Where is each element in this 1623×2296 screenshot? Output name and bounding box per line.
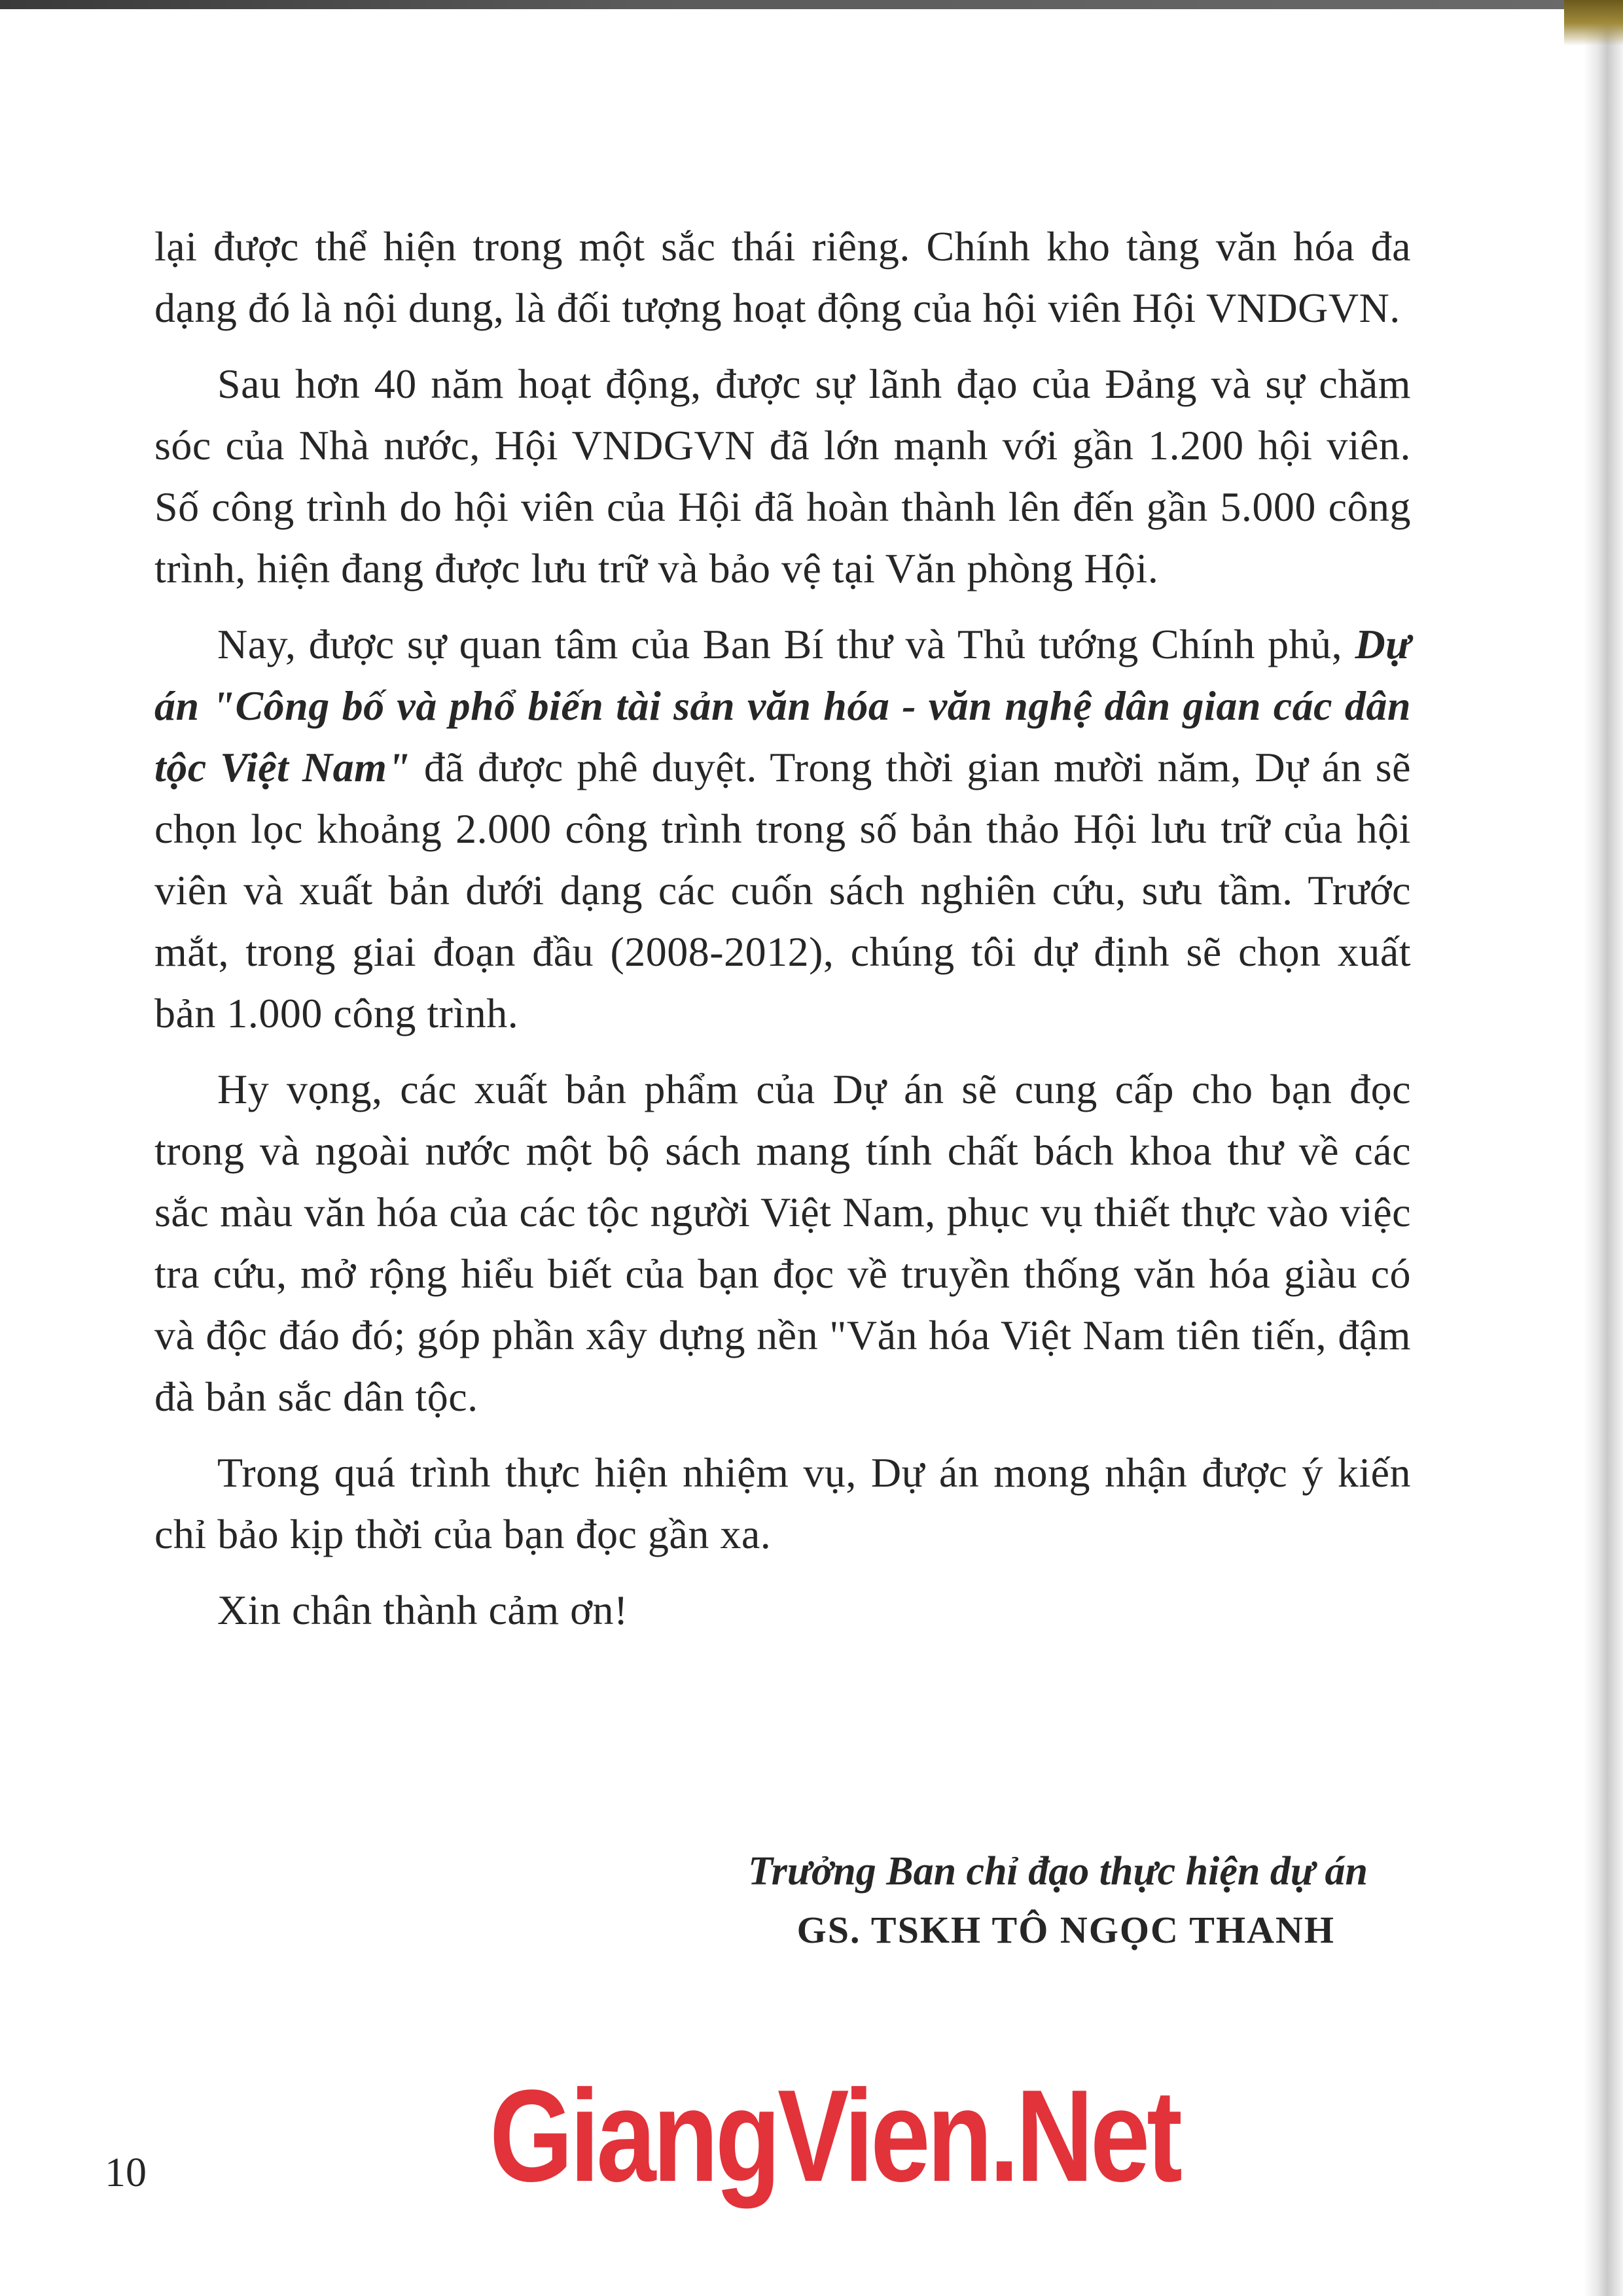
- paragraph-project-details: đã được phê duyệt. Trong thời gian mười năm, Dự án sẽ chọn lọc khoảng 2.000 công trình trong số bản thảo Hội lưu trữ của hội viên và xuất bản dưới dạng các cuốn sách nghiên cứu, sưu tầm. Trước mắt, trong giai đoạn đầu (2008-2012), chúng tôi dự định sẽ chọn xuất bản 1.000 công trình.: [154, 744, 1411, 1036]
- body-text: [154, 216, 1411, 1655]
- watermark-logo: GiangVien.Net: [490, 2063, 1179, 2209]
- paragraph-project-approval: [154, 614, 1411, 1044]
- signature-role: Trưởng Ban chỉ đạo thực hiện dự án: [748, 1849, 1368, 1894]
- paragraph-continued: lại được thể hiện trong một sắc thái riêng. Chính kho tàng văn hóa đa dạng đó là nội dung, là đối tượng hoạt động của hội viên Hội VNDGVN.: [154, 223, 1411, 331]
- paragraph-association-history: Sau hơn 40 năm hoạt động, được sự lãnh đạo của Đảng và sự chăm sóc của Nhà nước, Hội VNDGVN đã lớn mạnh với gần 1.200 hội viên. Số công trình do hội viên của Hội đã hoàn thành lên đến gần 5.000 công trình, hiện đang được lưu trữ và bảo vệ tại Văn phòng Hội.: [154, 361, 1411, 592]
- paragraph-hope: Hy vọng, các xuất bản phẩm của Dự án sẽ cung cấp cho bạn đọc trong và ngoài nước một bộ sách mang tính chất bách khoa thư về các sắc màu văn hóa của các tộc người Việt Nam, phục vụ thiết thực vào việc tra cứu, mở rộng hiểu biết của bạn đọc về truyền thống văn hóa giàu có và độc đáo đó; góp phần xây dựng nền "Văn hóa Việt Nam tiên tiến, đậm đà bản sắc dân tộc.: [154, 1066, 1411, 1420]
- paragraph-thanks: Xin chân thành cảm ơn!: [217, 1587, 628, 1633]
- paragraph-feedback: Trong quá trình thực hiện nhiệm vụ, Dự án mong nhận được ý kiến chỉ bảo kịp thời của bạn đọc gần xa.: [154, 1449, 1411, 1557]
- project-title: Dự án "Công bố và phổ biến tài sản văn hóa - văn nghệ dân gian các dân tộc Việt Nam": [154, 621, 1411, 790]
- signature-name: GS. TSKH TÔ NGỌC THANH: [796, 1909, 1335, 1951]
- page-number: 10: [105, 2149, 147, 2195]
- paragraph-project-intro: Nay, được sự quan tâm của Ban Bí thư và Thủ tướng Chính phủ,: [217, 621, 1355, 667]
- signature-block: [589, 1842, 1374, 1960]
